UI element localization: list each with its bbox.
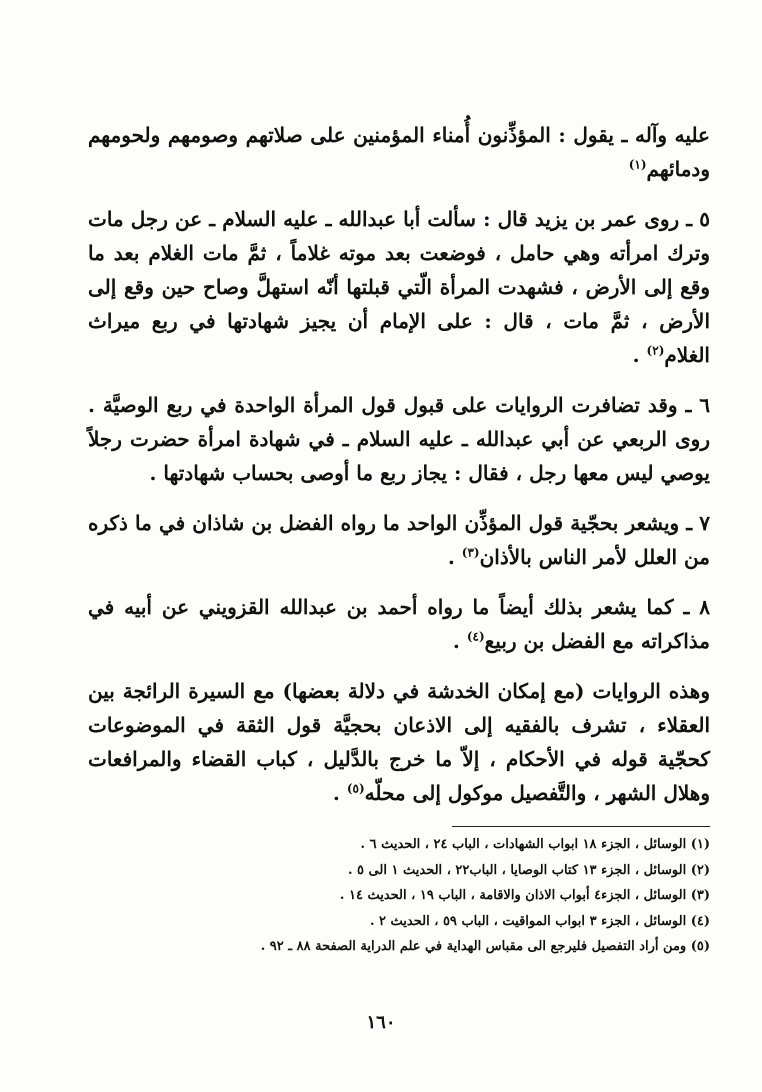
paragraph-text: ٦ ـ وقد تضافرت الروايات على قبول قول المرأة الواحدة في ربع الوصيَّة . روى الربعي عن أبي عبدالله ـ عليه السلام ـ في شهادة امرأة حضرت رجلاً يوصي ليس معها رجل ، فقال : يجاز ربع ما أوصى بحساب شهادتها . [88, 393, 710, 485]
paragraph-text: عليه وآله ـ يقول : المؤذِّنون أُمناء المؤمنين على صلاتهم وصومهم ولحومهم ودمائهم [88, 123, 710, 181]
footnotes [88, 832, 710, 960]
footnote-ref-5: (٥) [346, 781, 365, 796]
footnote-5: (٥) ومن أراد التفصيل فليرجع الى مقباس الهداية في علم الدراية الصفحة ٨٨ ـ ٩٢ . [260, 939, 710, 954]
paragraph-item-8 [88, 590, 710, 658]
footnote-separator [452, 826, 710, 827]
footnote-ref-2: (٢) [646, 343, 665, 358]
paragraph-item-7 [88, 506, 710, 574]
paragraph-tail: . [632, 343, 647, 367]
page-number: ١٦٠ [366, 1012, 396, 1033]
paragraph-text: ٥ ـ روى عمر بن يزيد قال : سألت أبا عبدالله ـ عليه السلام ـ عن رجل مات وترك امرأته وهي حامل ، فوضعت بعد موته غلاماً ، ثمَّ مات الغلام بعد ما وقع إلى الأرض ، فشهدت المرأة الّتي قبلتها أنّه استهلَّ وصاح حين وقع إلى الأرض ، ثمَّ مات ، قال : على الإمام أن يجيز شهادتها في ربع ميراث الغلام [88, 207, 710, 367]
footnote-ref-4: (٤) [466, 629, 485, 644]
footnote-3: (٣) الوسائل ، الجزء٤ أبواب الاذان والاقامة ، الباب ١٩ ، الحديث ١٤ . [339, 888, 710, 903]
paragraph-item-6 [88, 388, 710, 490]
footnote-2: (٢) الوسائل ، الجزء ١٣ كتاب الوصايا ، الباب٢٢ ، الحديث ١ الى ٥ . [347, 862, 710, 878]
main-text [88, 118, 710, 826]
paragraph-text: ٧ ـ ويشعر بحجّية قول المؤذِّن الواحد ما رواه الفضل بن شاذان في ما ذكره من العلل لأمر الناس بالأذان [88, 511, 710, 569]
paragraph-tail: . [452, 629, 467, 653]
footnote-ref-1: (١) [628, 157, 647, 172]
footnote-1: (١) الوسائل ، الجزء ١٨ ابواب الشهادات ، الباب ٢٤ ، الحديث ٦ . [360, 837, 710, 852]
footnote-4: (٤) الوسائل ، الجزء ٣ ابواب المواقيت ، الباب ٥٩ ، الحديث ٢ . [369, 913, 710, 929]
paragraph-text: وهذه الروايات (مع إمكان الخدشة في دلالة بعضها) مع السيرة الرائجة بين العقلاء ، تشرف بالفقيه إلى الاذعان بحجيَّة قول الثقة في الموضوعات كحجّية قوله في الأحكام ، إلاّ ما خرج بالدَّليل ، كباب القضاء والمرافعات وهلال الشهر ، والتَّفصيل موكول إلى محلّه [88, 679, 711, 805]
paragraph-conclusion [88, 674, 710, 810]
paragraph-hadith-muadhinun [88, 118, 710, 186]
footnote-ref-3: (٣) [461, 545, 480, 560]
paragraph-text: ٨ ـ كما يشعر بذلك أيضاً ما رواه أحمد بن عبدالله القزويني عن أبيه في مذاكراته مع الفضل بن ربيع [88, 595, 710, 653]
paragraph-tail: . [332, 781, 347, 805]
paragraph-item-5 [88, 202, 710, 372]
paragraph-tail: . [447, 545, 462, 569]
